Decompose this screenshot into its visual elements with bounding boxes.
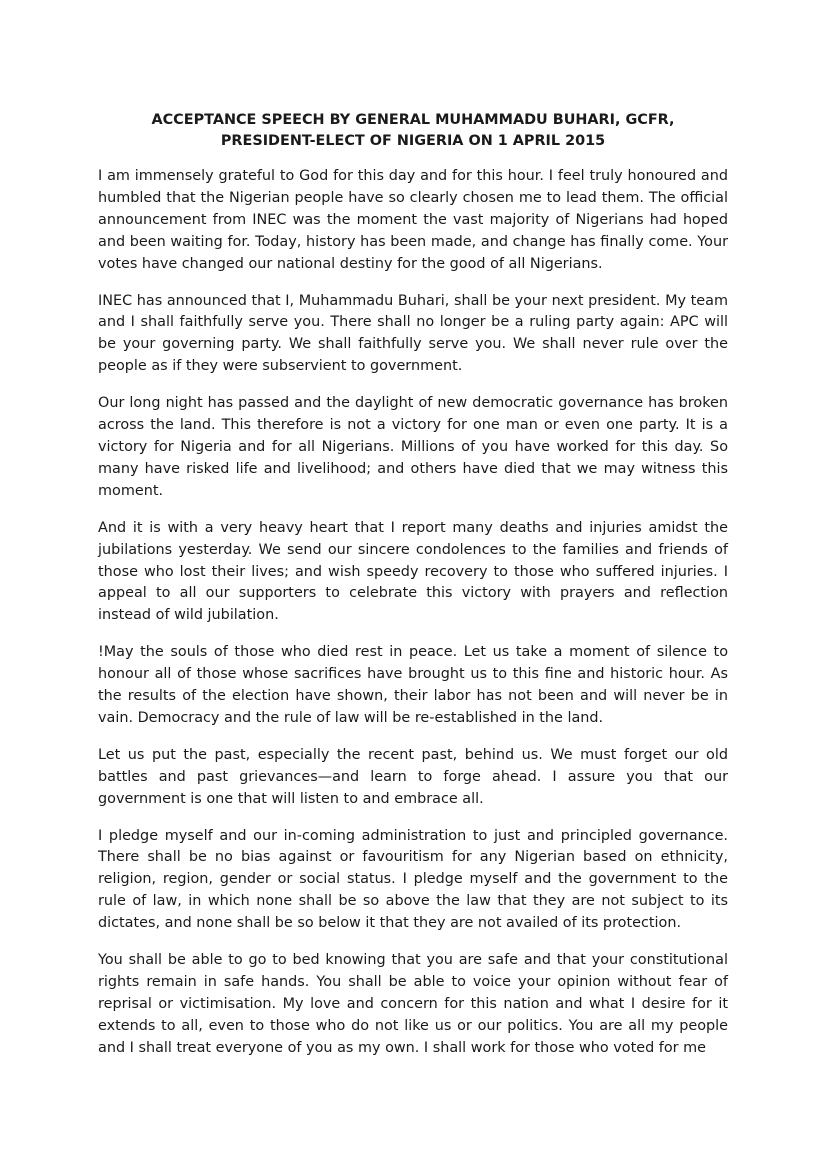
document-title	[98, 110, 728, 152]
paragraph-2: INEC has announced that I, Muhammadu Buhari, shall be your next president. My team and I shall faithfully serve you. There shall no longer be a ruling party again: APC will be your governing party. We shall faithfully serve you. We shall never rule over the people as if they were subservient to government.	[98, 292, 728, 375]
paragraph-5: !May the souls of those who died rest in peace. Let us take a moment of silence to honour all of those whose sacrifices have brought us to this fine and historic hour. As the results of the election have shown, their labor has not been and will never be in vain. Democracy and the rule of law will be re-established in the land.	[98, 644, 728, 726]
paragraph-7: I pledge myself and our in-coming administration to just and principled governance. There shall be no bias against or favouritism for any Nigerian based on ethnicity, religion, region, gender or social status. I pledge myself and the government to the rule of law, in which none shall be so above the law that they are not subject to its dictates, and none shall be so below it that they are not availed of its protection.	[98, 827, 728, 932]
paragraph-3: Our long night has passed and the daylight of new democratic governance has broken across the land. This therefore is not a victory for one man or even one party. It is a victory for Nigeria and for all Nigerians. Millions of you have worked for this day. So many have risked life and livelihood; and others have died that we may witness this moment.	[98, 395, 728, 499]
paragraph-6: Let us put the past, especially the recent past, behind us. We must forget our old battles and past grievances—and learn to forge ahead. I assure you that our government is one that will listen to and embrace all.	[98, 746, 728, 807]
title-line-1: ACCEPTANCE SPEECH BY GENERAL MUHAMMADU BUHARI, GCFR,	[151, 112, 675, 128]
paragraph-8: You shall be able to go to bed knowing that you are safe and that your constitutional rights remain in safe hands. You shall be able to voice your opinion without fear of reprisal or victimisation. My love and concern for this nation and what I desire for it extends to all, even to those who do not like us or our politics. You are all my people and I shall treat everyone of you as my own. I shall work for those who voted for me	[98, 952, 728, 1056]
paragraph-1: I am immensely grateful to God for this day and for this hour. I feel truly honoured and humbled that the Nigerian people have so clearly chosen me to lead them. The official announcement from INEC was the moment the vast majority of Nigerians had hoped and been waiting for. Today, history has been made, and change has finally come. Your votes have changed our national destiny for the good of all Nigerians.	[98, 168, 728, 272]
speech-body	[98, 166, 728, 1075]
title-line-2: PRESIDENT-ELECT OF NIGERIA ON 1 APRIL 2015	[220, 133, 606, 149]
paragraph-4: And it is with a very heavy heart that I report many deaths and injuries amidst the jubilations yesterday. We send our sincere condolences to the families and friends of those who lost their lives; and wish speedy recovery to those who suffered injuries. I appeal to all our supporters to celebrate this victory with prayers and reflection instead of wild jubilation.	[98, 519, 728, 624]
